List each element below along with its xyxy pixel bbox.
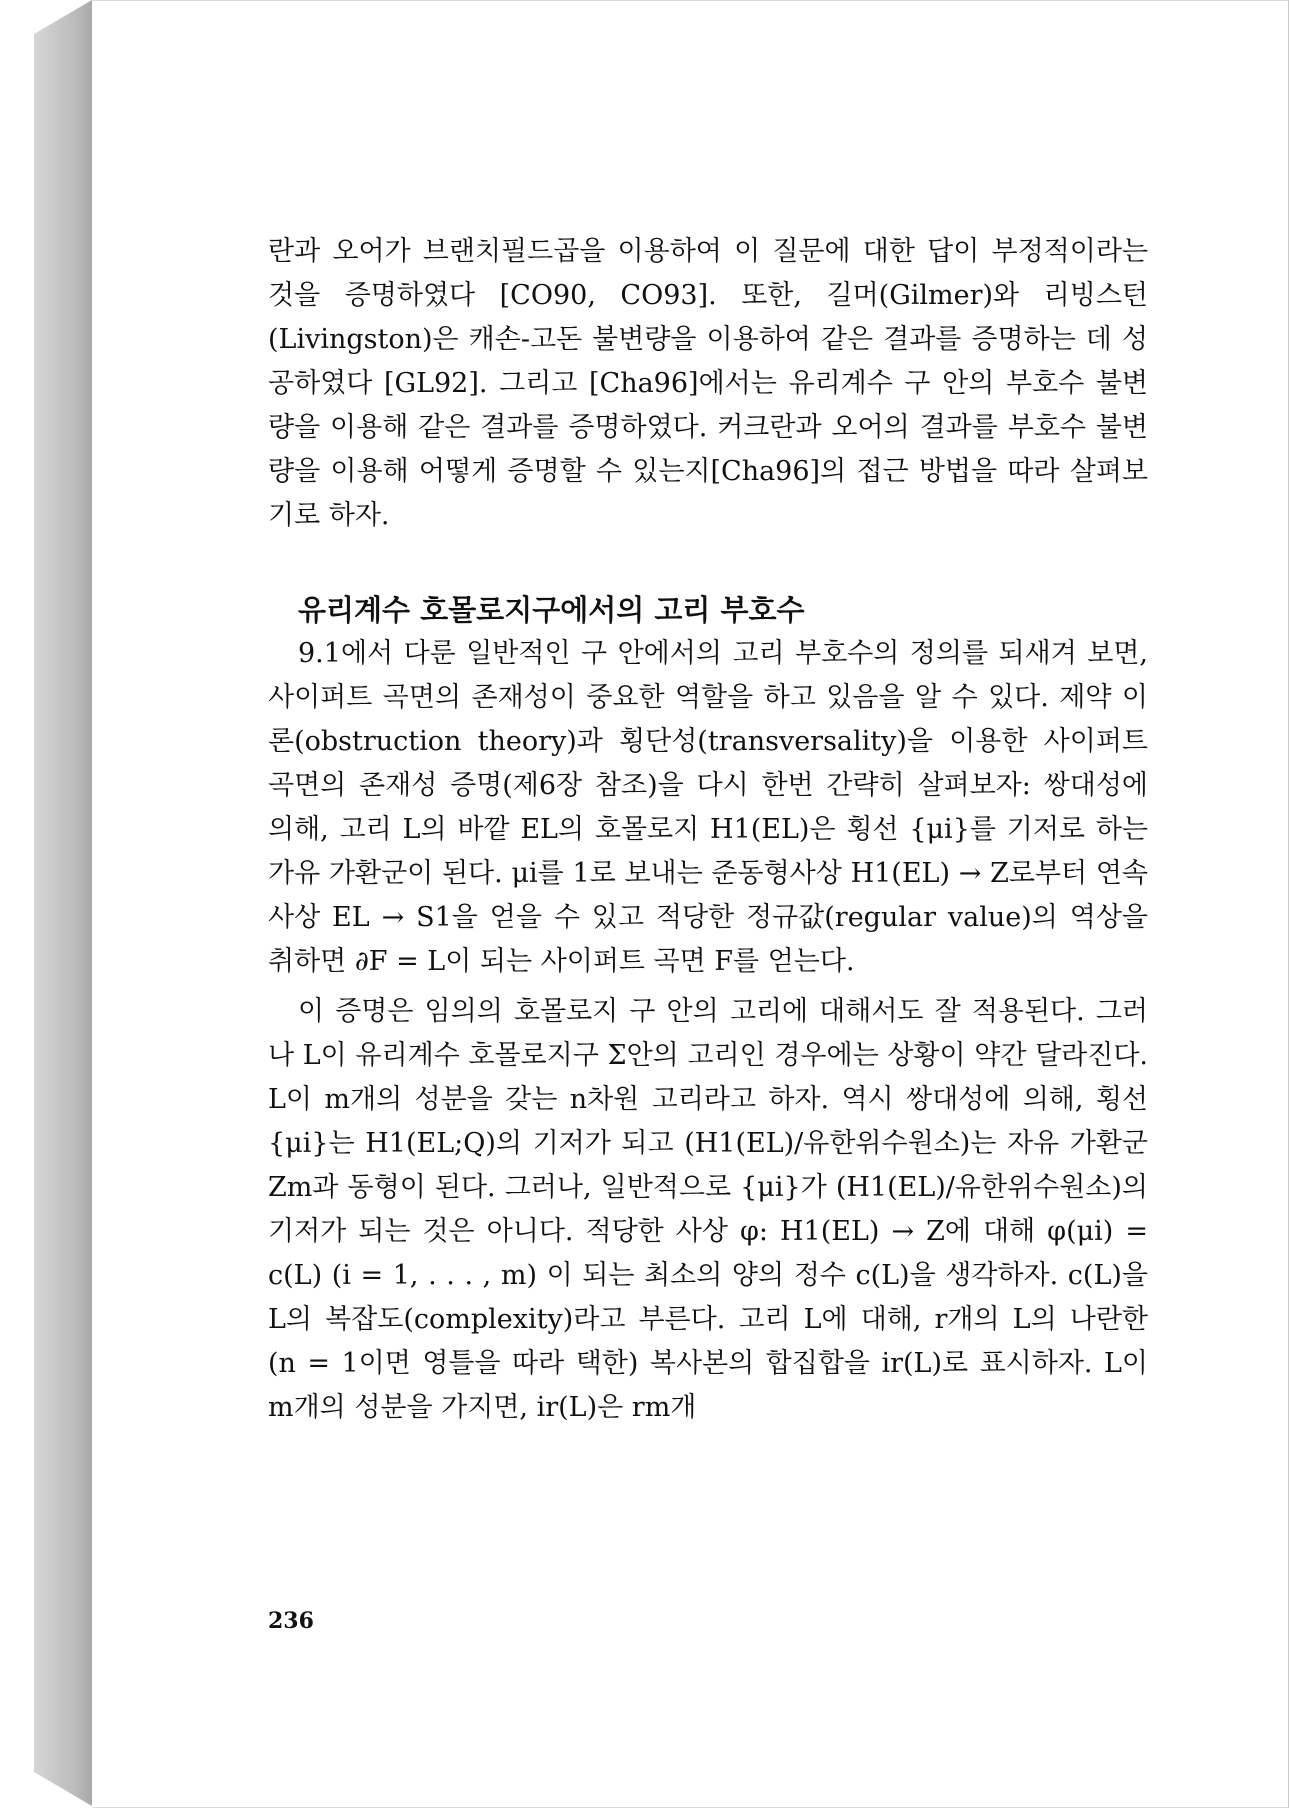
page-number: 236 bbox=[268, 1608, 314, 1634]
body-paragraph-2: 이 증명은 임의의 호몰로지 구 안의 고리에 대해서도 잘 적용된다. 그러나 L이 유리계수 호몰로지구 Σ안의 고리인 경우에는 상황이 약간 달라진다. L이 m개의 성분을 갖는 n차원 고리라고 하자. 역시 쌍대성에 의해, 횡선 {μi}는 H1(EL;Q)의 기저가 되고 (H1(EL)/유한위수원소)는 자유 가환군 Zm과 동형이 된다. 그러나, 일반적으로 {μi}가 (H1(EL)/유한위수원소)의 기저가 되는 것은 아니다. 적당한 사상 φ: H1(EL) → Z에 대해 φ(μi) = c(L) (i = 1, . . . , m) 이 되는 최소의 양의 정수 c(L)을 생각하자. c(L)을 L의 복잡도(complexity)라고 부른다. 고리 L에 대해, r개의 L의 나란한 (n = 1이면 영틀을 따라 택한) 복사본의 합집합을 ir(L)로 표시하자. L이 m개의 성분을 가지면, ir(L)은 rm개 bbox=[268, 996, 1148, 1423]
page-text bbox=[268, 230, 1148, 1430]
book-spine bbox=[34, 0, 92, 1806]
section-heading: 유리계수 호몰로지구에서의 고리 부호수 bbox=[298, 593, 805, 627]
intro-paragraph: 란과 오어가 브랜치필드곱을 이용하여 이 질문에 대한 답이 부정적이라는 것을 증명하였다 [CO90, CO93]. 또한, 길머(Gilmer)와 리빙스턴(Livingston)은 캐손-고돈 불변량을 이용하여 같은 결과를 증명하는 데 성공하였다 [GL92]. 그리고 [Cha96]에서는 유리계수 구 안의 부호수 불변량을 이용해 같은 결과를 증명하였다. 커크란과 오어의 결과를 부호수 불변량을 이용해 어떻게 증명할 수 있는지[Cha96]의 접근 방법을 따라 살펴보기로 하자. bbox=[268, 236, 1148, 531]
body-paragraph-1: 9.1에서 다룬 일반적인 구 안에서의 고리 부호수의 정의를 되새겨 보면, 사이퍼트 곡면의 존재성이 중요한 역할을 하고 있음을 알 수 있다. 제약 이론(obstruction theory)과 횡단성(transversality)을 이용한 사이퍼트 곡면의 존재성 증명(제6장 참조)을 다시 한번 간략히 살펴보자: 쌍대성에 의해, 고리 L의 바깥 EL의 호몰로지 H1(EL)은 횡선 {μi}를 기저로 하는 가유 가환군이 된다. μi를 1로 보내는 준동형사상 H1(EL) → Z로부터 연속사상 EL → S1을 얻을 수 있고 적당한 정규값(regular value)의 역상을 취하면 ∂F = L이 되는 사이퍼트 곡면 F를 얻는다. bbox=[268, 638, 1148, 977]
